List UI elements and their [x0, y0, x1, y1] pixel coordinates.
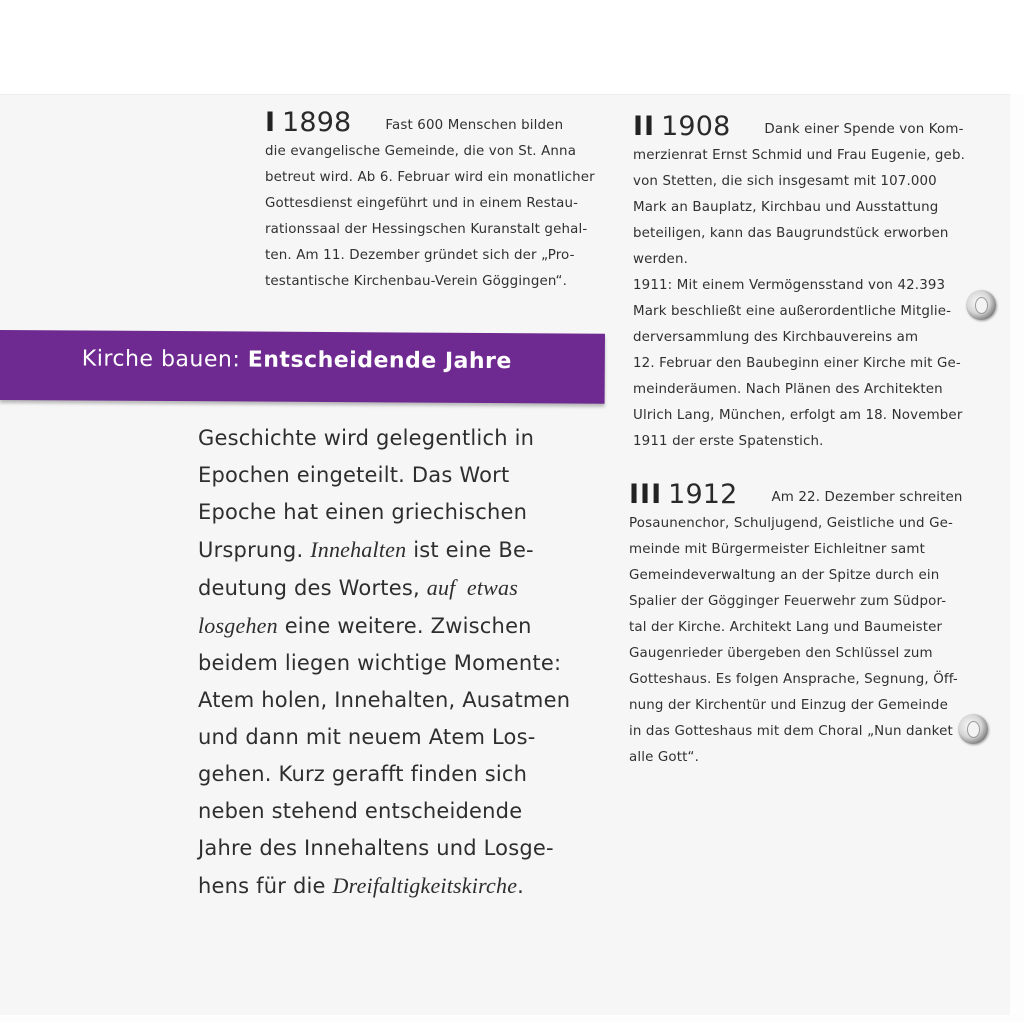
entry-text-line: Spalier der Gögginger Feuerwehr zum Südpor-: [629, 594, 947, 609]
section-title-prefix: Kirche bauen:: [81, 346, 248, 373]
essay-text: Ursprung.: [198, 538, 311, 562]
essay-line: Geschichte wird gelegentlich in: [198, 426, 535, 450]
entry-text-line: Ulrich Lang, München, erfolgt am 18. November: [633, 408, 963, 423]
essay-italic: Dreifaltigkeitskirche: [332, 873, 518, 898]
entry-text-line: Gottesdienst eingeführt und in einem Restau-: [265, 196, 579, 211]
entry-1898: [265, 107, 595, 295]
entry-text-line: beteiligen, kann das Baugrundstück erworben: [633, 226, 949, 241]
section-title-bold: Entscheidende Jahre: [247, 347, 512, 375]
essay-italic: auf etwas: [426, 575, 518, 600]
entry-text-line: testantische Kirchenbau-Verein Göggingen“.: [265, 274, 568, 289]
section-title: [82, 347, 512, 375]
essay-line: [198, 569, 570, 607]
essay-text: ist eine Be-: [406, 538, 534, 562]
essay-text: eine weitere. Zwischen: [277, 614, 532, 638]
essay-text: deutung des Wortes,: [198, 576, 427, 600]
entry-roman-numeral: II: [633, 111, 656, 142]
essay-line: [198, 867, 570, 905]
entry-text-line: Gotteshaus. Es folgen Ansprache, Segnung, Öff-: [629, 672, 958, 687]
entry-text-line: Mark beschließt eine außerordentliche Mitglie-: [633, 304, 952, 319]
entry-heading: [629, 479, 738, 511]
entry-text-line: betreut wird. Ab 6. Februar wird ein monatlicher: [265, 170, 595, 185]
binder-ring-icon: [966, 290, 996, 320]
essay-line: Atem holen, Innehalten, Ausatmen: [198, 688, 571, 712]
entry-text-line: Posaunenchor, Schuljugend, Geistliche und Ge-: [629, 516, 954, 531]
entry-heading: [633, 111, 731, 143]
entry-text-line: die evangelische Gemeinde, die von St. Anna: [265, 144, 577, 159]
essay-line: Epoche hat einen griechischen: [198, 500, 528, 524]
entry-heading: [265, 107, 352, 139]
entry-text-line: meinderäumen. Nach Plänen des Architekten: [633, 382, 943, 397]
essay-text: hens für die: [198, 874, 333, 898]
entry-text-line: derversammlung des Kirchbauvereins am: [633, 330, 919, 345]
section-banner: [0, 330, 605, 404]
entry-text-line: 1911 der erste Spatenstich.: [633, 434, 824, 449]
essay-line: und dann mit neuem Atem Los-: [198, 725, 536, 749]
essay-text: .: [517, 874, 525, 898]
page-top-margin: [0, 0, 1024, 94]
essay-line: Jahre des Innehaltens und Losge-: [198, 836, 554, 860]
entry-text-line: nung der Kirchentür und Einzug der Gemeinde: [629, 698, 948, 713]
entry-text-line: Gaugenrieder übergeben den Schlüssel zum: [629, 646, 933, 661]
essay-italic: losgehen: [198, 613, 278, 638]
essay-line: neben stehend entscheidende: [198, 799, 523, 823]
binder-ring-icon: [958, 714, 988, 744]
entry-text-line: Dank einer Spende von Kom-: [764, 122, 964, 137]
entry-text-line: Fast 600 Menschen bilden: [385, 118, 564, 133]
entry-text-line: tal der Kirche. Architekt Lang und Baumeister: [629, 620, 943, 635]
entry-text-line: alle Gott“.: [629, 750, 700, 765]
entry-year: 1898: [282, 107, 352, 138]
entry-text-line: Mark an Bauplatz, Kirchbau und Ausstattung: [633, 200, 939, 215]
entry-text-line: 12. Februar den Baubeginn einer Kirche mit Ge-: [633, 356, 961, 371]
entry-text-line: in das Gotteshaus mit dem Choral „Nun danket: [629, 724, 953, 739]
entry-text-line: 1911: Mit einem Vermögensstand von 42.393: [633, 278, 946, 293]
entry-text-line: Gemeindeverwaltung an der Spitze durch ein: [629, 568, 940, 583]
intro-essay: [198, 420, 570, 905]
entry-year: 1912: [668, 479, 738, 510]
entry-text-line: meinde mit Bürgermeister Eichleitner samt: [629, 542, 926, 557]
entry-text-line: ten. Am 11. Dezember gründet sich der „Pro-: [265, 248, 575, 263]
essay-line: Epochen eingeteilt. Das Wort: [198, 463, 510, 487]
entry-roman-numeral: III: [629, 479, 663, 510]
entry-text-line: rationssaal der Hessingschen Kuranstalt gehal-: [265, 222, 588, 237]
essay-line: gehen. Kurz gerafft finden sich: [198, 762, 528, 786]
entry-text-line: Am 22. Dezember schreiten: [771, 490, 963, 505]
entry-1912: [629, 479, 963, 771]
essay-line: [198, 531, 570, 569]
entry-text-line: merzienrat Ernst Schmid und Frau Eugenie, geb.: [633, 148, 966, 163]
entry-year: 1908: [661, 111, 731, 142]
entry-1908: [633, 111, 966, 455]
essay-line: beidem liegen wichtige Momente:: [198, 651, 562, 675]
entry-roman-numeral: I: [265, 107, 277, 138]
entry-text-line: werden.: [633, 252, 688, 267]
essay-line: [198, 607, 570, 645]
essay-italic: Innehalten: [310, 537, 407, 562]
entry-text-line: von Stetten, die sich insgesamt mit 107.000: [633, 174, 937, 189]
